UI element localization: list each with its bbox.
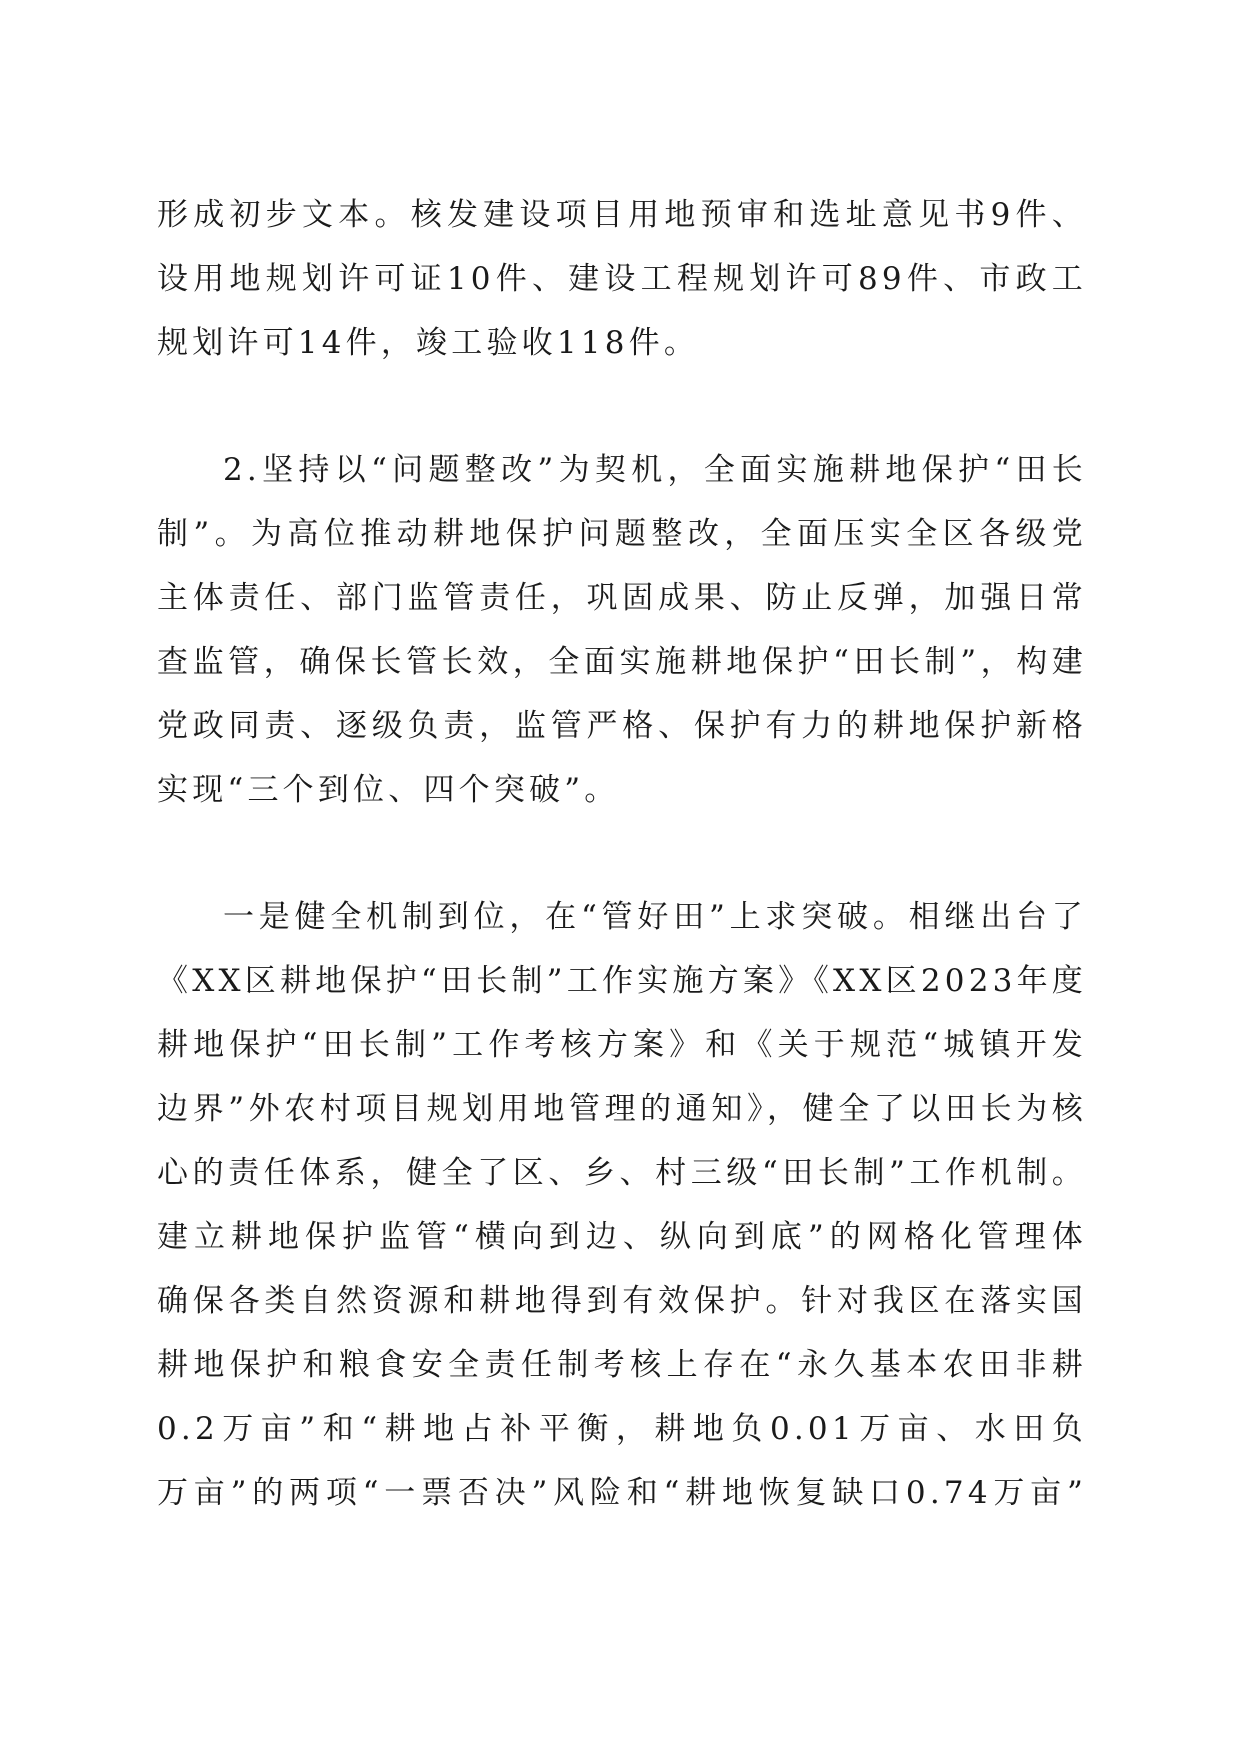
text-line: 万亩”的两项“一票否决”风险和“耕地恢复缺口0.74万亩” bbox=[157, 1475, 1087, 1511]
text-line: 0.2万亩”和“耕地占补平衡，耕地负0.01万亩、水田负 bbox=[157, 1411, 1087, 1447]
paragraph-gap bbox=[157, 375, 1087, 438]
text-line: 心的责任体系，健全了区、乡、村三级“田长制”工作机制。 bbox=[157, 1155, 1087, 1191]
paragraph-mechanism bbox=[157, 885, 1087, 1525]
text-line: 《XX区耕地保护“田长制”工作实施方案》《XX区2023年度 bbox=[157, 963, 1087, 999]
text-line: 耕地保护和粮食安全责任制考核上存在“永久基本农田非耕 bbox=[157, 1347, 1087, 1383]
paragraph-section-2 bbox=[157, 438, 1087, 822]
text-line: 边界”外农村项目规划用地管理的通知》，健全了以田长为核 bbox=[157, 1091, 1087, 1127]
paragraph-gap bbox=[157, 822, 1087, 885]
text-line: 一是健全机制到位，在“管好田”上求突破。相继出台了 bbox=[223, 899, 1087, 935]
text-line: 2.坚持以“问题整改”为契机，全面实施耕地保护“田长 bbox=[223, 452, 1087, 488]
text-line: 制”。为高位推动耕地保护问题整改，全面压实全区各级党 bbox=[157, 516, 1087, 552]
paragraph-intro-continued bbox=[157, 183, 1087, 375]
text-line: 耕地保护“田长制”工作考核方案》和《关于规范“城镇开发 bbox=[157, 1027, 1087, 1063]
text-line: 查监管，确保长管长效，全面实施耕地保护“田长制”，构建 bbox=[157, 644, 1087, 680]
text-line: 规划许可14件，竣工验收118件。 bbox=[157, 325, 700, 361]
text-line: 主体责任、部门监管责任，巩固成果、防止反弹，加强日常 bbox=[157, 580, 1087, 616]
text-line: 实现“三个到位、四个突破”。 bbox=[157, 772, 620, 808]
text-line: 建立耕地保护监管“横向到边、纵向到底”的网格化管理体 bbox=[157, 1219, 1087, 1255]
text-line: 形成初步文本。核发建设项目用地预审和选址意见书9件、 bbox=[157, 197, 1087, 233]
text-line: 党政同责、逐级负责，监管严格、保护有力的耕地保护新格 bbox=[157, 708, 1087, 744]
text-line: 确保各类自然资源和耕地得到有效保护。针对我区在落实国 bbox=[157, 1283, 1087, 1319]
text-line: 设用地规划许可证10件、建设工程规划许可89件、市政工 bbox=[157, 261, 1087, 297]
document-body bbox=[157, 183, 1087, 1525]
